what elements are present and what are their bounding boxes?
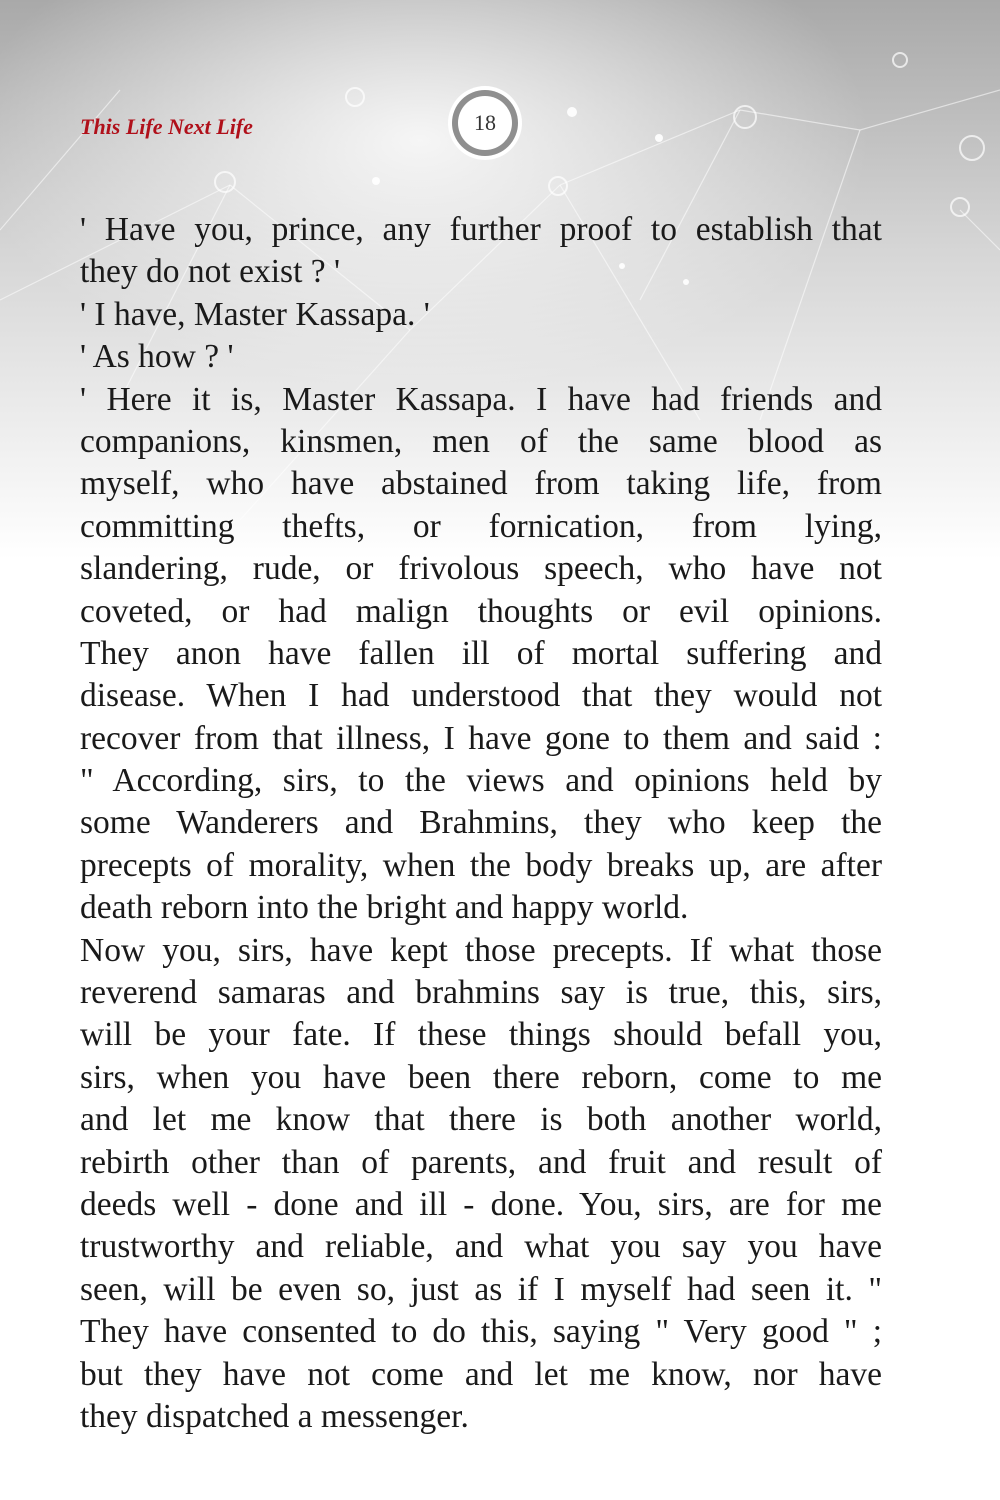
- text-line: myself, who have abstained from taking life, from: [80, 465, 882, 503]
- text-line: ' I have, Master Kassapa. ': [80, 295, 430, 333]
- text-line: sirs, when you have been there reborn, come to me: [80, 1058, 882, 1096]
- text-line: reverend samaras and brahmins say is true, this, sirs,: [80, 974, 882, 1012]
- text-line: deeds well - done and ill - done. You, sirs, are for me: [80, 1185, 882, 1223]
- text-line: ' Have you, prince, any further proof to establish that: [80, 211, 882, 248]
- running-header-title: This Life Next Life: [80, 114, 253, 139]
- text-line: seen, will be even so, just as if I myself had seen it. ": [80, 1270, 882, 1308]
- text-line: some Wanderers and Brahmins, they who keep the: [80, 804, 882, 842]
- text-line: " According, sirs, to the views and opinions held by: [80, 762, 882, 800]
- text-line: disease. When I had understood that they would not: [80, 677, 882, 715]
- text-line: and let me know that there is both another world,: [80, 1101, 882, 1139]
- text-line: ' As how ? ': [80, 338, 234, 376]
- text-line: Now you, sirs, have kept those precepts. If what those: [80, 931, 882, 969]
- text-line: will be your fate. If these things should befall you,: [80, 1016, 882, 1054]
- page-number: 18: [474, 110, 496, 135]
- body-text: [80, 209, 882, 1438]
- text-line: they do not exist ? ': [80, 253, 341, 291]
- text-line: They anon have fallen ill of mortal suffering and: [80, 634, 882, 672]
- text-line: rebirth other than of parents, and fruit and result of: [80, 1143, 882, 1181]
- text-line: ' Here it is, Master Kassapa. I have had friends and: [80, 380, 882, 418]
- text-line: slandering, rude, or frivolous speech, who have not: [80, 550, 882, 588]
- text-line: recover from that illness, I have gone to them and said :: [80, 719, 882, 757]
- text-line: They have consented to do this, saying " Very good " ;: [80, 1313, 882, 1351]
- text-line: committing thefts, or fornication, from lying,: [80, 507, 882, 545]
- text-line: death reborn into the bright and happy world.: [80, 889, 689, 927]
- text-line: precepts of morality, when the body breaks up, are after: [80, 846, 882, 884]
- text-line: companions, kinsmen, men of the same blood as: [80, 422, 882, 460]
- text-line: coveted, or had malign thoughts or evil opinions.: [80, 592, 882, 630]
- text-line: they dispatched a messenger.: [80, 1397, 469, 1435]
- text-line: trustworthy and reliable, and what you say you have: [80, 1228, 882, 1266]
- text-line: but they have not come and let me know, nor have: [80, 1355, 882, 1393]
